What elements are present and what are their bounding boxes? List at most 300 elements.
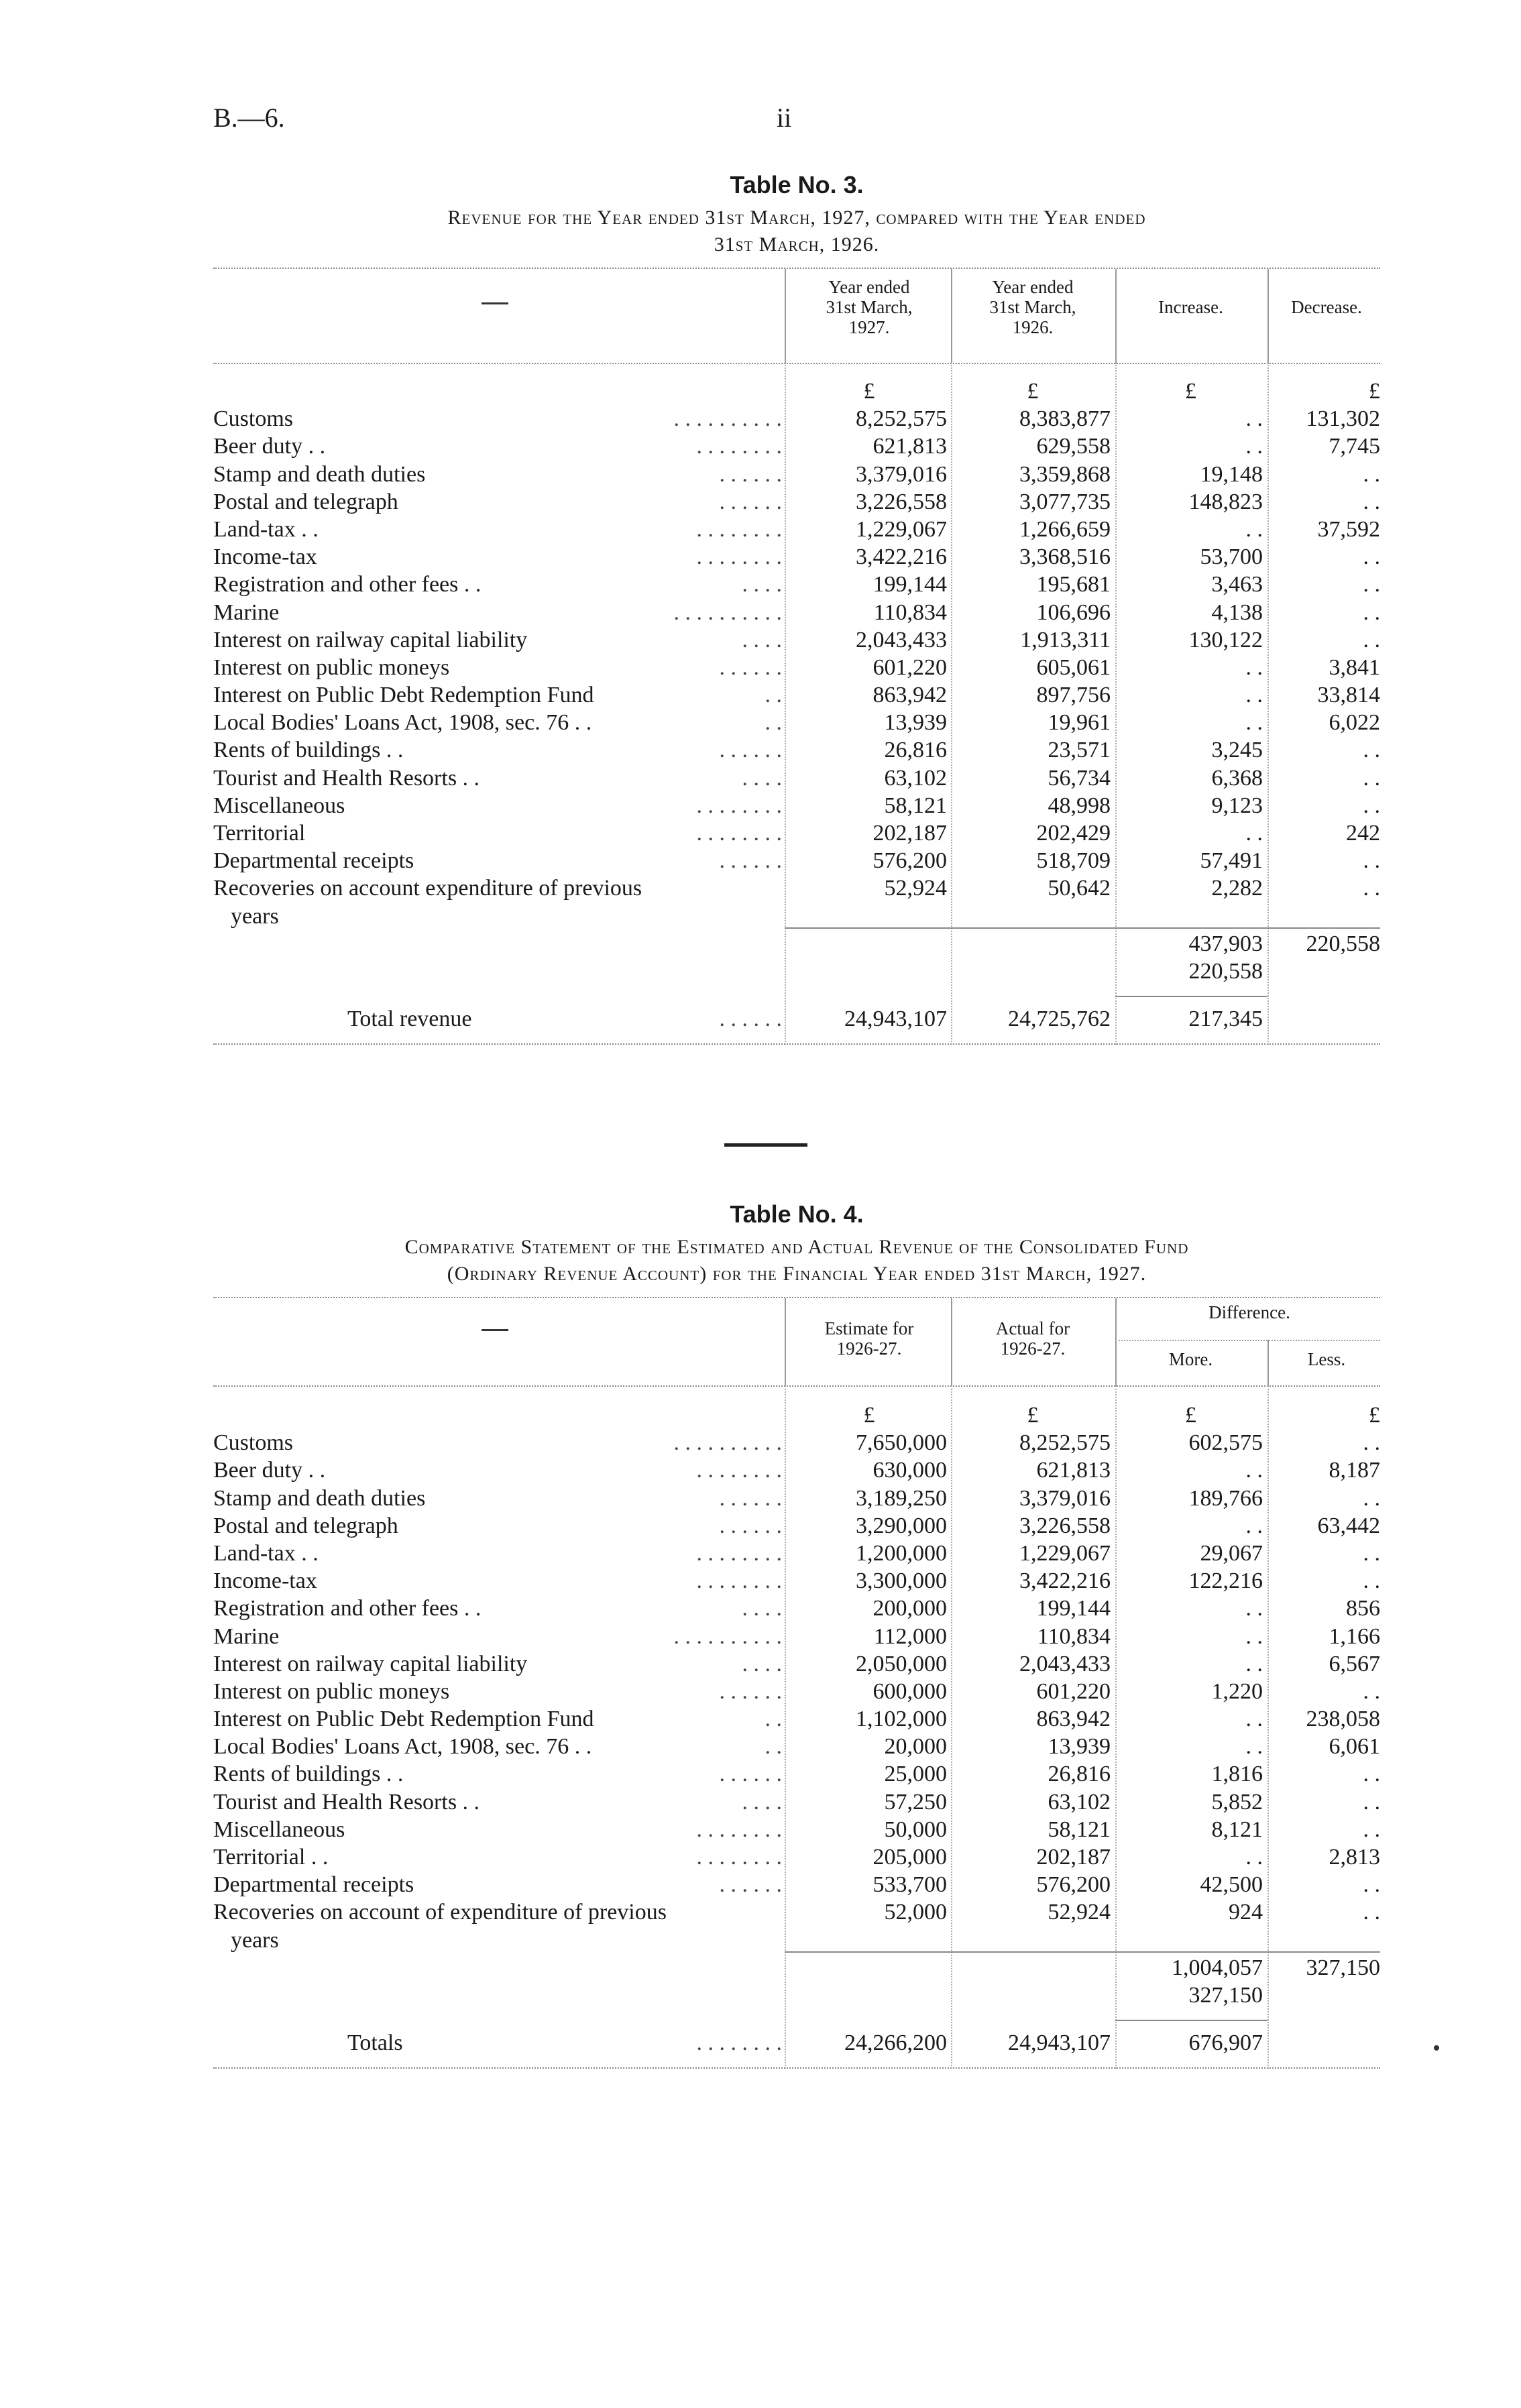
cell-col-3: 3,245	[1211, 738, 1263, 763]
cell-col-1: 199,144	[872, 572, 947, 597]
table-row	[213, 405, 1380, 433]
leader-dots: . . . . . .	[719, 1485, 782, 1511]
column-rule	[785, 363, 786, 1045]
cell-col-2: 52,924	[1048, 1900, 1111, 1925]
cell-col-2: 13,939	[1048, 1734, 1111, 1760]
leader-dots: . . . . . . . . . .	[673, 1623, 782, 1649]
leader-dots: . . . .	[742, 627, 782, 652]
column-rule	[1268, 363, 1269, 1045]
row-label: Territorial . .	[213, 1845, 329, 1870]
table-3-col-divider	[785, 269, 786, 363]
leader-dots: . . . .	[742, 1789, 782, 1815]
table-4-grid	[213, 1297, 1380, 2069]
cell-col-4: . .	[1363, 1762, 1380, 1787]
cell-col-1: 25,000	[884, 1762, 947, 1787]
leader-dots: . . . . . . . .	[696, 2030, 782, 2056]
table-4-header-estimate: Estimate for 1926-27.	[824, 1318, 914, 1359]
leader-dots: . . . . . .	[719, 1872, 782, 1898]
leader-dots: . . . . . .	[719, 489, 782, 514]
leader-dots: . . . . . . . .	[696, 516, 782, 542]
table-3-currency-row	[213, 378, 1380, 405]
cell-col-4: 37,592	[1317, 516, 1380, 542]
cell-col-1: 52,924	[884, 876, 947, 901]
table-4	[213, 1200, 1380, 2069]
cell-col-1: 26,816	[884, 738, 947, 763]
cell-col-4: . .	[1363, 876, 1380, 901]
total-rule	[1115, 996, 1268, 997]
cell-col-4: . .	[1363, 599, 1380, 625]
cell-col-3: . .	[1245, 1734, 1263, 1760]
row-label: Interest on railway capital liability	[213, 1651, 528, 1676]
leader-dots: . . . . . . . .	[696, 434, 782, 459]
table-4-title: Table No. 4.	[730, 1200, 864, 1228]
cell-col-4: 1,166	[1329, 1623, 1380, 1649]
cell-col-2: 3,422,216	[1019, 1568, 1111, 1594]
cell-col-2: 56,734	[1048, 765, 1111, 791]
table-row	[213, 1485, 1380, 1512]
leader-dots: . . . . . .	[719, 738, 782, 763]
table-row	[213, 819, 1380, 847]
cell-col-4: . .	[1363, 765, 1380, 791]
cell-col-4: . .	[1363, 848, 1380, 874]
row-label: Local Bodies' Loans Act, 1908, sec. 76 . .	[213, 1734, 592, 1760]
table-row	[213, 1512, 1380, 1540]
cell-col-4: . .	[1363, 627, 1380, 652]
cell-col-3: 4,138	[1211, 599, 1263, 625]
table-3-sum-row	[213, 930, 1380, 958]
cell-col-1: 1,200,000	[856, 1540, 947, 1566]
table-row	[213, 874, 1380, 902]
cell-col-4: 238,058	[1306, 1707, 1380, 1732]
cell-col-3: . .	[1245, 1458, 1263, 1483]
cell-col-1: 52,000	[884, 1900, 947, 1925]
table-row	[213, 1540, 1380, 1567]
table-row	[213, 847, 1380, 874]
cell-col-1: 600,000	[872, 1678, 947, 1704]
cell-col-4: . .	[1363, 1540, 1380, 1566]
row-label: Land-tax . .	[213, 516, 319, 542]
table-row	[213, 792, 1380, 819]
table-row	[213, 681, 1380, 709]
table-row	[213, 626, 1380, 654]
table-3-bottom-rule	[213, 1043, 1380, 1045]
table-4-header-actual: Actual for 1926-27.	[995, 1318, 1070, 1359]
currency-symbol: £	[1369, 379, 1380, 404]
table-4-header-less: Less.	[1307, 1349, 1346, 1369]
column-rule	[951, 363, 952, 1045]
leader-dots: . . . . . .	[719, 654, 782, 680]
table-row	[213, 1429, 1380, 1456]
table-4-bottom-rule	[213, 2067, 1380, 2069]
table-row	[213, 654, 1380, 681]
cell-col-3: . .	[1245, 516, 1263, 542]
cell-col-3: 2,282	[1211, 876, 1263, 901]
leader-dots: . . . . . .	[719, 848, 782, 874]
cell-col-1: 621,813	[872, 434, 947, 459]
row-label-continuation: years	[231, 1927, 279, 1953]
cell-col-4: 7,745	[1329, 434, 1380, 459]
row-label: Postal and telegraph	[213, 489, 398, 514]
cell-col-2: 202,429	[1036, 821, 1111, 846]
cell-col-3: 8,121	[1211, 1817, 1263, 1842]
table-4-sum-row	[213, 1954, 1380, 1982]
row-label-continuation: years	[231, 903, 279, 929]
cell-col-4: 8,187	[1329, 1458, 1380, 1483]
table-3-body	[213, 405, 1380, 902]
cell-col-1: 13,939	[884, 710, 947, 736]
cell-col-3: 6,368	[1211, 765, 1263, 791]
table-3-grid	[213, 268, 1380, 1045]
cell-col-1: 7,650,000	[856, 1430, 947, 1456]
table-3-continuation-row	[213, 903, 1380, 930]
table-row	[213, 516, 1380, 543]
table-row	[213, 1816, 1380, 1843]
cell-col-4: . .	[1363, 572, 1380, 597]
leader-dots: . .	[765, 1734, 782, 1760]
table-row	[213, 571, 1380, 598]
cell-col-3: . .	[1245, 1596, 1263, 1621]
leader-dots: . . . . . .	[719, 1678, 782, 1704]
row-label: Customs	[213, 1430, 294, 1456]
currency-symbol: £	[863, 379, 875, 404]
decrease-offset: 220,558	[1188, 958, 1263, 984]
total-1926: 24,725,762	[1008, 1007, 1111, 1032]
column-rule	[1268, 1385, 1269, 2069]
leader-dots: . . . . . . . .	[696, 1568, 782, 1594]
cell-col-2: 518,709	[1036, 848, 1111, 874]
table-row	[213, 1623, 1380, 1650]
cell-col-4: 242	[1346, 821, 1380, 846]
cell-col-4: 856	[1346, 1596, 1380, 1621]
cell-col-3: 19,148	[1200, 461, 1263, 487]
row-label: Rents of buildings . .	[213, 1762, 404, 1787]
cell-col-3: 3,463	[1211, 572, 1263, 597]
cell-col-2: 605,061	[1036, 654, 1111, 680]
row-label: Miscellaneous	[213, 1817, 345, 1842]
cell-col-4: . .	[1363, 1430, 1380, 1456]
table-row	[213, 709, 1380, 736]
cell-col-1: 3,226,558	[856, 489, 947, 514]
table-row	[213, 1595, 1380, 1622]
row-label: Registration and other fees . .	[213, 1596, 482, 1621]
table-row	[213, 599, 1380, 626]
table-3-caption-line-2: 31st March, 1926.	[714, 233, 880, 255]
table-row	[213, 764, 1380, 792]
cell-col-1: 50,000	[884, 1817, 947, 1842]
table-4-col-divider	[951, 1298, 952, 1385]
cell-col-2: 110,834	[1037, 1623, 1111, 1649]
cell-col-1: 3,300,000	[856, 1568, 947, 1594]
cell-col-1: 3,379,016	[856, 461, 947, 487]
table-4-header-rule	[213, 1385, 1380, 1387]
cell-col-2: 63,102	[1048, 1789, 1111, 1815]
cell-col-4: . .	[1363, 1817, 1380, 1842]
currency-symbol: £	[863, 1403, 875, 1428]
cell-col-3: . .	[1245, 683, 1263, 708]
cell-col-3: 5,852	[1211, 1789, 1263, 1815]
leader-dots: . . . . . .	[719, 461, 782, 487]
cell-col-3: 189,766	[1188, 1485, 1263, 1511]
leader-dots: . .	[765, 710, 782, 736]
table-4-body	[213, 1429, 1380, 1926]
cell-col-3: 602,575	[1188, 1430, 1263, 1456]
table-3-title: Table No. 3.	[730, 171, 864, 198]
row-label: Local Bodies' Loans Act, 1908, sec. 76 . .	[213, 710, 592, 736]
cell-col-1: 57,250	[884, 1789, 947, 1815]
cell-col-1: 205,000	[872, 1845, 947, 1870]
cell-col-1: 202,187	[872, 821, 947, 846]
cell-col-2: 195,681	[1036, 572, 1111, 597]
page-number: ii	[777, 103, 792, 133]
total-rule	[1115, 2020, 1268, 2021]
cell-col-3: 9,123	[1211, 793, 1263, 818]
cell-col-2: 629,558	[1036, 434, 1111, 459]
row-label: Tourist and Health Resorts . .	[213, 765, 480, 791]
cell-col-4: 131,302	[1306, 406, 1380, 432]
table-4-header-more: More.	[1168, 1349, 1213, 1369]
cell-col-2: 48,998	[1048, 793, 1111, 818]
table-row	[213, 1760, 1380, 1788]
total-1927: 24,943,107	[844, 1007, 947, 1032]
leader-dots: . . . . . . . . . .	[673, 1430, 782, 1456]
leader-dots: . .	[765, 683, 782, 708]
row-label: Land-tax . .	[213, 1540, 319, 1566]
cell-col-4: . .	[1363, 1678, 1380, 1704]
table-3-header-1927: Year ended 31st March, 1927.	[826, 277, 913, 337]
table-3-col-divider	[1115, 269, 1117, 363]
cell-col-3: . .	[1245, 406, 1263, 432]
column-rule	[1115, 1385, 1117, 2069]
row-label: Departmental receipts	[213, 848, 414, 874]
cell-col-4: 63,442	[1317, 1513, 1380, 1538]
currency-symbol: £	[1027, 1403, 1039, 1428]
cell-col-2: 601,220	[1036, 1678, 1111, 1704]
cell-col-2: 23,571	[1048, 738, 1111, 763]
cell-col-1: 112,000	[873, 1623, 947, 1649]
cell-col-4: . .	[1363, 489, 1380, 514]
less-offset: 327,150	[1188, 1982, 1263, 2008]
cell-col-2: 3,379,016	[1019, 1485, 1111, 1511]
row-label: Registration and other fees . .	[213, 572, 482, 597]
cell-col-2: 199,144	[1036, 1596, 1111, 1621]
leader-dots: . . . . . .	[719, 1762, 782, 1787]
cell-col-3: 42,500	[1200, 1872, 1263, 1898]
cell-col-4: 6,567	[1329, 1651, 1380, 1676]
cell-col-1: 3,290,000	[856, 1513, 947, 1538]
totals-label: Totals	[347, 2030, 403, 2056]
leader-dots: . . . . . . . . . .	[673, 599, 782, 625]
cell-col-1: 20,000	[884, 1734, 947, 1760]
table-row	[213, 1871, 1380, 1898]
cell-col-2: 202,187	[1036, 1845, 1111, 1870]
table-4-currency-row	[213, 1401, 1380, 1429]
cell-col-4: . .	[1363, 738, 1380, 763]
cell-col-2: 26,816	[1048, 1762, 1111, 1787]
cell-col-1: 576,200	[872, 848, 947, 874]
less-subtotal: 327,150	[1306, 1955, 1380, 1980]
cell-col-2: 576,200	[1036, 1872, 1111, 1898]
cell-col-1: 2,043,433	[856, 627, 947, 652]
cell-col-2: 1,913,311	[1020, 627, 1111, 652]
table-row	[213, 1733, 1380, 1760]
table-3-offset-row	[213, 958, 1380, 985]
table-3-col-divider	[1268, 269, 1269, 363]
cell-col-1: 630,000	[872, 1458, 947, 1483]
table-4-caption-line-2: (Ordinary Revenue Account) for the Financial Year ended 31st March, 1927.	[447, 1263, 1147, 1285]
cell-col-2: 8,252,575	[1019, 1430, 1111, 1456]
cell-col-3: 1,816	[1211, 1762, 1263, 1787]
cell-col-4: 2,813	[1329, 1845, 1380, 1870]
page-reference: B.—6.	[213, 103, 285, 133]
column-rule	[1115, 363, 1117, 1045]
table-3-header-decrease: Decrease.	[1291, 297, 1362, 317]
table-3-header-1926: Year ended 31st March, 1926.	[989, 277, 1076, 337]
table-3-caption-line-1: Revenue for the Year ended 31st March, 1927, compared with the Year ended	[447, 207, 1146, 229]
column-rule	[785, 1385, 786, 2069]
cell-col-2: 3,368,516	[1019, 544, 1111, 570]
leader-dots: . . . . . .	[719, 1513, 782, 1538]
table-row	[213, 1788, 1380, 1816]
cell-col-3: . .	[1245, 434, 1263, 459]
cell-col-1: 1,102,000	[856, 1707, 947, 1732]
leader-dots: . . . . . . . .	[696, 1540, 782, 1566]
table-row	[213, 1898, 1380, 1926]
leader-dots: . . . . . . . .	[696, 821, 782, 846]
cell-col-1: 601,220	[872, 654, 947, 680]
row-label: Stamp and death duties	[213, 461, 426, 487]
cell-col-1: 3,189,250	[856, 1485, 947, 1511]
net-more: 676,907	[1188, 2030, 1263, 2056]
subtotal-rule	[785, 927, 1380, 929]
row-label: Departmental receipts	[213, 1872, 414, 1898]
row-label: Stamp and death duties	[213, 1485, 426, 1511]
total-actual: 24,943,107	[1008, 2030, 1111, 2056]
cell-col-3: . .	[1245, 1845, 1263, 1870]
cell-col-4: 6,022	[1329, 710, 1380, 736]
table-4-particulars-dash	[482, 1329, 508, 1331]
more-subtotal: 1,004,057	[1172, 1955, 1263, 1980]
currency-symbol: £	[1185, 1403, 1196, 1428]
cell-col-4: 3,841	[1329, 654, 1380, 680]
leader-dots: . . . .	[742, 1596, 782, 1621]
cell-col-4: . .	[1363, 1900, 1380, 1925]
table-row	[213, 736, 1380, 764]
table-3-header-increase: Increase.	[1158, 297, 1223, 317]
table-row	[213, 543, 1380, 571]
cell-col-4: . .	[1363, 1872, 1380, 1898]
cell-col-2: 58,121	[1048, 1817, 1111, 1842]
table-row	[213, 433, 1380, 460]
table-row	[213, 1456, 1380, 1484]
leader-dots: . . . .	[742, 765, 782, 791]
table-3-column-headers	[213, 269, 1380, 363]
cell-col-3: 924	[1229, 1900, 1263, 1925]
cell-col-3: 29,067	[1200, 1540, 1263, 1566]
cell-col-2: 621,813	[1036, 1458, 1111, 1483]
section-divider	[724, 1143, 807, 1147]
cell-col-3: 1,220	[1211, 1678, 1263, 1704]
table-4-col-divider	[785, 1298, 786, 1385]
leader-dots: . . . .	[742, 1651, 782, 1676]
table-3	[213, 171, 1380, 1045]
subtotal-rule	[785, 1951, 1380, 1953]
cell-col-3: . .	[1245, 1651, 1263, 1676]
cell-col-2: 3,359,868	[1019, 461, 1111, 487]
leader-dots: . . . . . . . .	[696, 1845, 782, 1870]
row-label: Interest on public moneys	[213, 654, 450, 680]
row-label: Income-tax	[213, 1568, 317, 1594]
cell-col-3: . .	[1245, 710, 1263, 736]
row-label: Interest on public moneys	[213, 1678, 450, 1704]
leader-dots: . . . . . . . .	[696, 1817, 782, 1842]
cell-col-1: 110,834	[873, 599, 947, 625]
cell-col-1: 58,121	[884, 793, 947, 818]
cell-col-1: 3,422,216	[856, 544, 947, 570]
cell-col-2: 863,942	[1036, 1707, 1111, 1732]
row-label: Interest on railway capital liability	[213, 627, 528, 652]
table-row	[213, 1567, 1380, 1595]
row-label: Marine	[213, 599, 280, 625]
table-row	[213, 1705, 1380, 1733]
cell-col-2: 50,642	[1048, 876, 1111, 901]
table-4-header-difference: Difference.	[1208, 1302, 1290, 1322]
table-3-total-row	[213, 1005, 1380, 1033]
row-label: Customs	[213, 406, 294, 432]
cell-col-2: 3,226,558	[1019, 1513, 1111, 1538]
table-4-col-divider	[1115, 1298, 1117, 1385]
total-estimate: 24,266,200	[844, 2030, 947, 2056]
leader-dots: . . . . . . . . . .	[673, 406, 782, 432]
table-row	[213, 461, 1380, 488]
row-label: Interest on Public Debt Redemption Fund	[213, 683, 594, 708]
table-3-header-rule	[213, 363, 1380, 364]
table-4-offset-row	[213, 1982, 1380, 2009]
cell-col-4: . .	[1363, 1789, 1380, 1815]
cell-col-2: 19,961	[1048, 710, 1111, 736]
row-label: Postal and telegraph	[213, 1513, 398, 1538]
cell-col-2: 8,383,877	[1019, 406, 1111, 432]
currency-symbol: £	[1369, 1403, 1380, 1428]
currency-symbol: £	[1185, 379, 1196, 404]
cell-col-3: . .	[1245, 1707, 1263, 1732]
net-increase: 217,345	[1188, 1007, 1263, 1032]
print-speck	[1434, 2045, 1439, 2051]
cell-col-1: 63,102	[884, 765, 947, 791]
cell-col-4: 33,814	[1317, 683, 1380, 708]
table-4-difference-rule	[1115, 1340, 1380, 1341]
row-label: Territorial	[213, 821, 306, 846]
row-label: Tourist and Health Resorts . .	[213, 1789, 480, 1815]
cell-col-1: 200,000	[872, 1596, 947, 1621]
cell-col-2: 2,043,433	[1019, 1651, 1111, 1676]
cell-col-3: . .	[1245, 821, 1263, 846]
cell-col-2: 106,696	[1036, 599, 1111, 625]
column-rule	[951, 1385, 952, 2069]
cell-col-1: 533,700	[872, 1872, 947, 1898]
table-4-col-divider	[1268, 1340, 1269, 1385]
cell-col-4: . .	[1363, 1568, 1380, 1594]
cell-col-3: . .	[1245, 1623, 1263, 1649]
leader-dots: . . . . . .	[719, 1007, 782, 1032]
currency-symbol: £	[1027, 379, 1039, 404]
cell-col-3: 57,491	[1200, 848, 1263, 874]
cell-col-4: . .	[1363, 1485, 1380, 1511]
table-3-particulars-dash	[482, 302, 508, 304]
cell-col-3: 53,700	[1200, 544, 1263, 570]
row-label: Marine	[213, 1623, 280, 1649]
table-4-total-row	[213, 2029, 1380, 2057]
cell-col-3: 130,122	[1188, 627, 1263, 652]
